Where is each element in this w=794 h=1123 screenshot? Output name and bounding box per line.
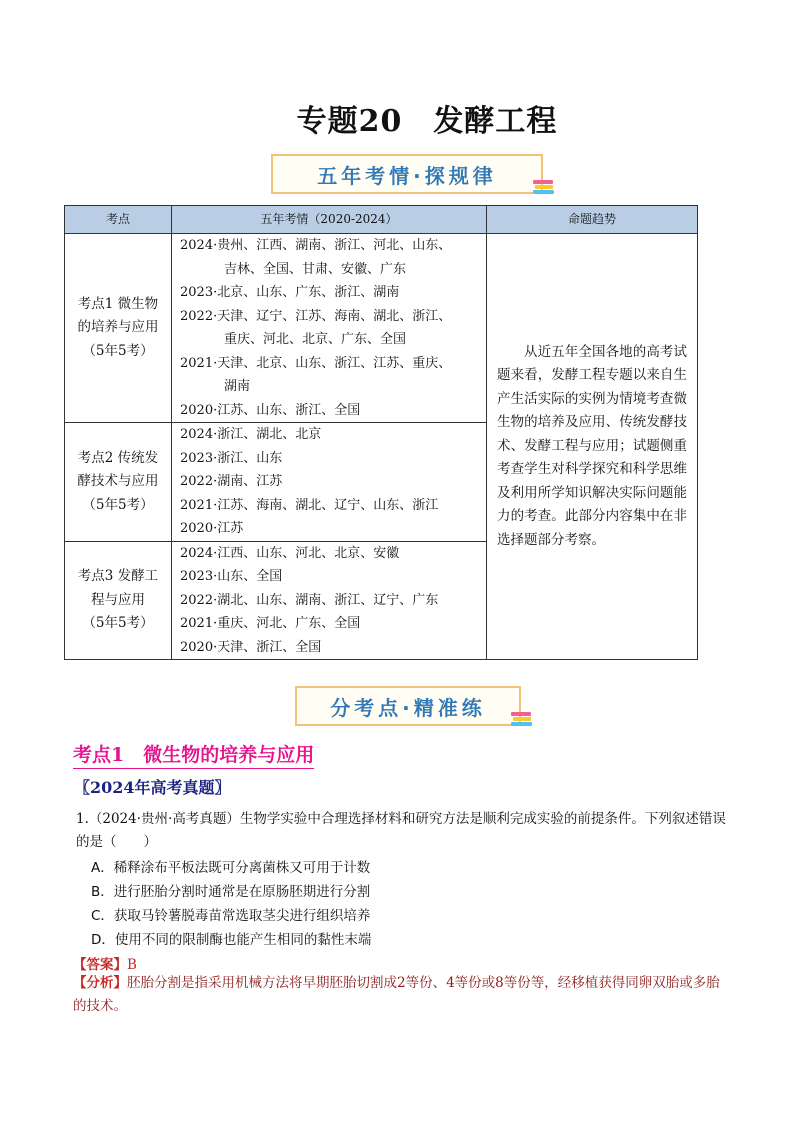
year-line: 2021·天津、北京、山东、浙江、江苏、重庆、 <box>180 355 452 371</box>
year-line: 吉林、全国、甘肃、安徽、广东 <box>224 261 407 277</box>
year-line: 2021·重庆、河北、广东、全国 <box>180 616 361 631</box>
point-cell <box>65 423 172 542</box>
year-line: 2020·江苏 <box>180 521 244 536</box>
year-line: 重庆、河北、北京、广东、全国 <box>224 332 407 347</box>
header-trend: 命题趋势 <box>487 206 698 234</box>
banner-five-year-label: 五年考情·探规律 <box>317 163 497 188</box>
year-line: 2020·江苏、山东、浙江、全国 <box>180 402 361 418</box>
point-label-line: （5年5考） <box>82 496 154 513</box>
years-cell <box>172 541 487 660</box>
banner-points <box>295 686 521 726</box>
answer-value: B <box>127 957 137 973</box>
point-label-line: 的培养与应用 <box>77 319 159 336</box>
year-line: 2020·天津、浙江、全国 <box>180 639 322 655</box>
page-title: 专题20 发酵工程 <box>296 104 558 139</box>
year-line: 2024·浙江、湖北、北京 <box>180 427 322 442</box>
option-c: C．获取马铃薯脱毒苗常选取茎尖进行组织培养 <box>91 908 371 924</box>
year-line: 湖南 <box>224 379 251 394</box>
point-cell <box>65 234 172 423</box>
option-b: B．进行胚胎分割时通常是在原肠胚期进行分割 <box>91 884 371 900</box>
years-cell <box>172 234 487 423</box>
question-stem: 1.（2024·贵州·高考真题）生物学实验中合理选择材料和研究方法是顺利完成实验的前提条件。下列叙述错误的是（ ） <box>76 811 726 850</box>
year-line: 2022·湖南、江苏 <box>180 474 283 489</box>
analysis-tag: 【分析】 <box>73 975 127 991</box>
trend-text: 从近五年全国各地的高考试题来看，发酵工程专题以来自生产生活实际的实例为情境考查微生物的培养及应用、传统发酵技术、发酵工程与应用；试题侧重考查学生对科学探究和科学思维及利用所学知识解决实际问题能力的考查。此部分内容集中在非选择题部分考察。 <box>497 343 687 548</box>
point-label-line: 程与应用 <box>91 591 145 608</box>
point-label-line: 酵技术与应用 <box>77 473 159 489</box>
point-label-line: 考点2 传统发 <box>77 449 159 466</box>
header-point: 考点 <box>65 206 172 234</box>
header-five-years: 五年考情（2020-2024） <box>172 206 487 234</box>
year-line: 2024·江西、山东、河北、北京、安徽 <box>180 545 400 561</box>
answer <box>73 953 137 973</box>
exam-table <box>64 205 698 660</box>
point-label-line: 考点3 发酵工 <box>77 568 159 584</box>
trend-cell <box>487 234 698 660</box>
books-icon <box>533 180 555 198</box>
point-label-line: （5年5考） <box>82 342 154 359</box>
year-line: 2022·天津、辽宁、江苏、海南、湖北、浙江、 <box>180 308 452 324</box>
banner-five-year <box>271 154 543 194</box>
year-line: 2023·北京、山东、广东、浙江、湖南 <box>180 285 400 300</box>
point-label-line: 考点1 微生物 <box>77 295 159 312</box>
answer-tag: 【答案】 <box>73 957 127 973</box>
analysis <box>73 972 733 1018</box>
point-cell <box>65 541 172 660</box>
table-row <box>65 234 698 423</box>
year-line: 2023·浙江、山东 <box>180 450 283 466</box>
section-title: 考点1 微生物的培养与应用 <box>73 740 314 769</box>
year-line: 2022·湖北、山东、湖南、浙江、辽宁、广东 <box>180 592 439 608</box>
years-cell <box>172 423 487 542</box>
year-line: 2024·贵州、江西、湖南、浙江、河北、山东、 <box>180 238 452 253</box>
banner-points-label: 分考点·精准练 <box>330 695 486 720</box>
analysis-text: 胚胎分割是指采用机械方法将早期胚胎切割成2等份、4等份或8等份等，经移植获得同卵双胎或多胎的技术。 <box>73 975 720 1014</box>
year-line: 2023·山东、全国 <box>180 569 283 584</box>
option-a: A．稀释涂布平板法既可分离菌株又可用于计数 <box>91 860 371 876</box>
year-line: 2021·江苏、海南、湖北、辽宁、山东、浙江 <box>180 497 439 513</box>
year-tag: 〖2024年高考真题〗 <box>74 778 231 797</box>
point-label-line: （5年5考） <box>82 615 154 631</box>
option-d: D．使用不同的限制酶也能产生相同的黏性末端 <box>91 932 372 948</box>
books-icon <box>511 712 533 730</box>
